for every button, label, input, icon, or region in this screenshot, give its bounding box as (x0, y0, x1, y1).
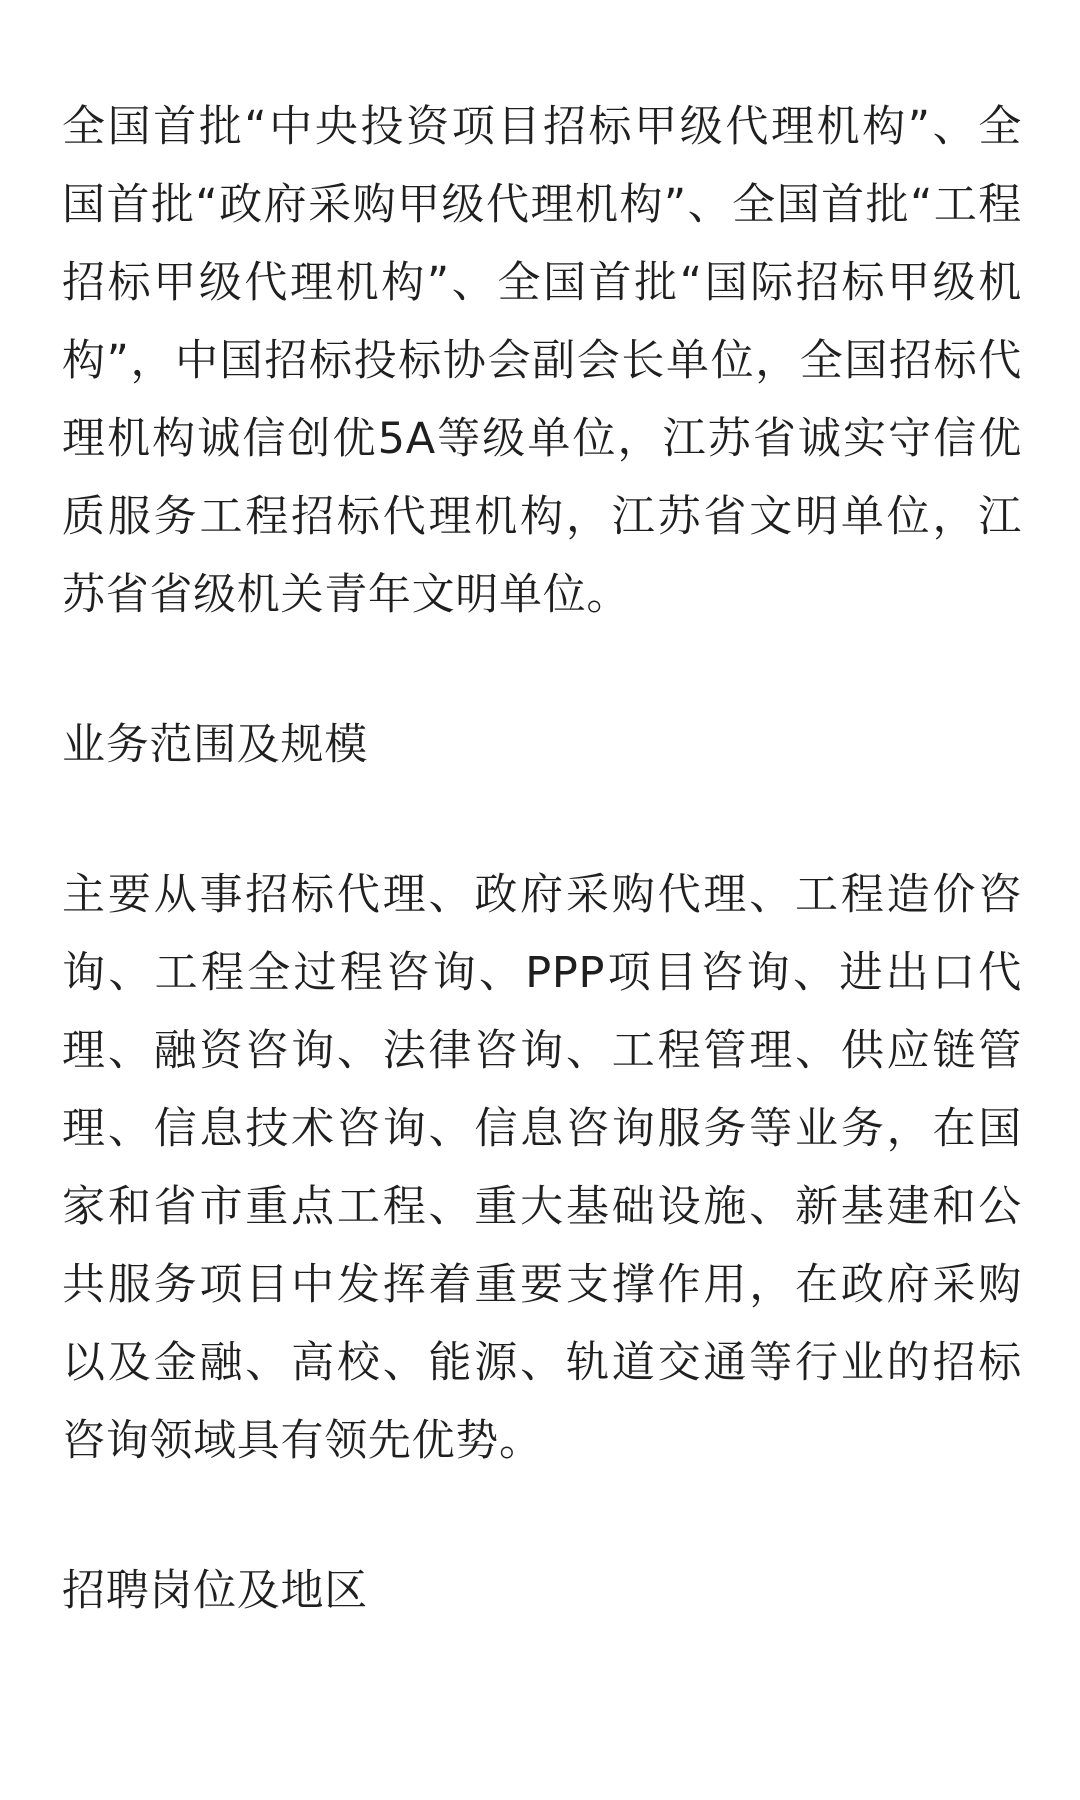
spacer (62, 1480, 1022, 1552)
business-scope-paragraph: 主要从事招标代理、政府采购代理、工程造价咨询、工程全过程咨询、PPP项目咨询、进出口代理、融资咨询、法律咨询、工程管理、供应链管理、信息技术咨询、信息咨询服务等业务，在国家和省市重点工程、重大基础设施、新基建和公共服务项目中发挥着重要支撑作用，在政府采购以及金融、高校、能源、轨道交通等行业的招标咨询领域具有领先优势。 (62, 870, 1022, 1466)
spacer (62, 634, 1022, 706)
section-heading-business-scope: 业务范围及规模 (62, 720, 368, 770)
section-heading-recruitment: 招聘岗位及地区 (62, 1566, 368, 1616)
intro-paragraph: 全国首批“中央投资项目招标甲级代理机构”、全国首批“政府采购甲级代理机构”、全国首批“工程招标甲级代理机构”、全国首批“国际招标甲级机构”，中国招标投标协会副会长单位，全国招标代理机构诚信创优5A等级单位，江苏省诚实守信优质服务工程招标代理机构，江苏省文明单位，江苏省省级机关青年文明单位。 (62, 102, 1022, 620)
article-body (62, 88, 1022, 1630)
spacer (62, 784, 1022, 856)
